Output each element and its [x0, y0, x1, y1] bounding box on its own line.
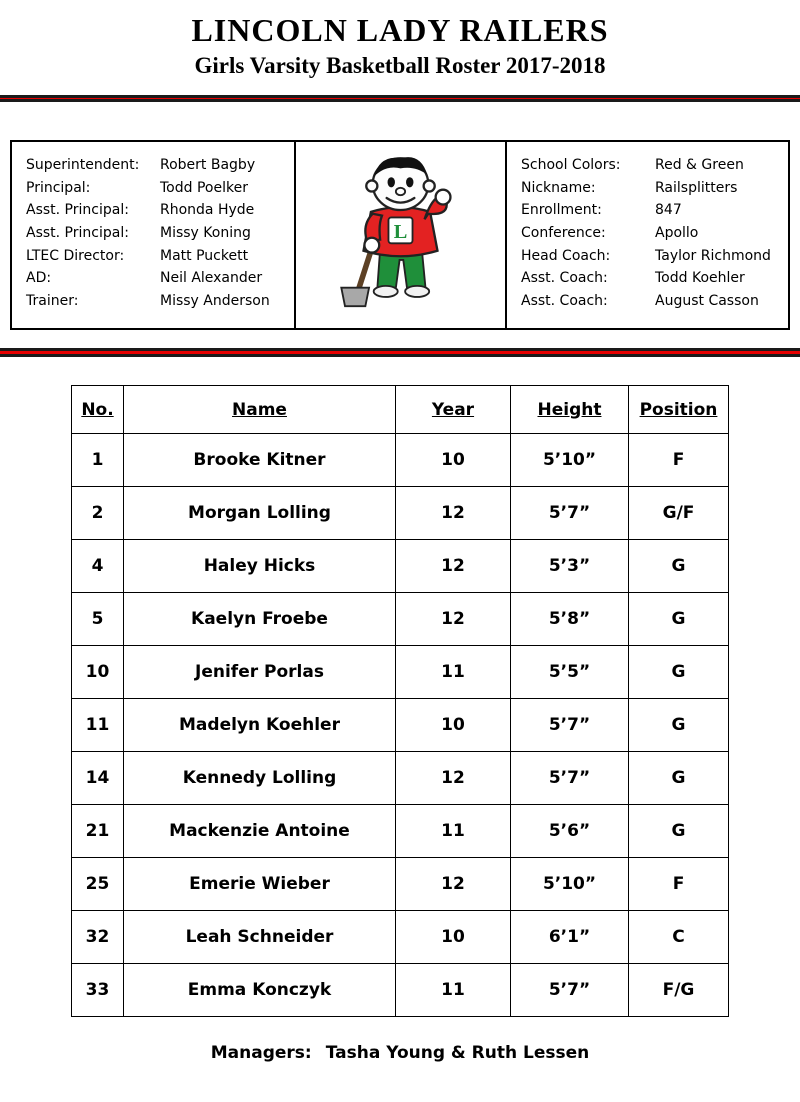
info-label: Asst. Principal:: [26, 202, 129, 219]
info-value: Neil Alexander: [160, 270, 263, 287]
roster-row: [72, 487, 729, 540]
roster-cell-no: 1: [72, 434, 124, 487]
roster-cell-year: 12: [396, 858, 511, 911]
roster-row: [72, 805, 729, 858]
roster-cell-name: Leah Schneider: [124, 911, 396, 964]
roster-cell-no: 32: [72, 911, 124, 964]
info-value: Red & Green: [655, 157, 744, 173]
info-row: [521, 200, 778, 222]
info-value: Apollo: [655, 225, 699, 242]
roster-cell-year: 11: [396, 646, 511, 699]
roster-cell-name: Emma Konczyk: [124, 964, 396, 1017]
roster-header-row: [72, 386, 729, 434]
info-value: Matt Puckett: [160, 247, 249, 264]
roster-cell-no: 11: [72, 699, 124, 752]
page-title: LINCOLN LADY RAILERS: [191, 12, 609, 48]
info-label: LTEC Director:: [26, 247, 125, 264]
info-row: [521, 223, 778, 245]
roster-cell-no: 33: [72, 964, 124, 1017]
info-row: [26, 200, 284, 222]
roster-cell-position: G: [629, 540, 729, 593]
roster-cell-position: G: [629, 752, 729, 805]
managers-line: [0, 1043, 800, 1063]
school-details-list: [507, 142, 788, 328]
column-header-year: Year: [396, 386, 511, 434]
info-row: [26, 178, 284, 200]
roster-cell-height: 5’10”: [511, 858, 629, 911]
roster-cell-name: Brooke Kitner: [124, 434, 396, 487]
info-label: School Colors:: [521, 157, 621, 173]
info-label: Nickname:: [521, 179, 596, 196]
roster-row: [72, 752, 729, 805]
info-row: [521, 178, 778, 200]
column-header-name: Name: [124, 386, 396, 434]
roster-cell-position: G: [629, 699, 729, 752]
info-row: [26, 291, 284, 313]
roster-cell-height: 5’7”: [511, 699, 629, 752]
roster-cell-position: G: [629, 805, 729, 858]
info-label: Conference:: [521, 225, 606, 242]
info-value: Robert Bagby: [160, 157, 256, 173]
managers-label: Managers:: [210, 1043, 312, 1063]
info-label: Superintendent:: [26, 157, 140, 173]
roster-cell-year: 12: [396, 593, 511, 646]
page-subtitle: Girls Varsity Basketball Roster 2017-2018: [194, 53, 606, 78]
roster-row: [72, 646, 729, 699]
roster-cell-name: Morgan Lolling: [124, 487, 396, 540]
roster-cell-height: 5’8”: [511, 593, 629, 646]
roster-cell-no: 4: [72, 540, 124, 593]
roster-cell-year: 11: [396, 964, 511, 1017]
school-info-box: [10, 140, 790, 330]
mascot-cell: [294, 142, 507, 328]
roster-row: [72, 964, 729, 1017]
roster-cell-no: 14: [72, 752, 124, 805]
roster-body: [72, 434, 729, 1017]
roster-row: [72, 911, 729, 964]
info-row: [26, 223, 284, 245]
roster-cell-height: 5’7”: [511, 964, 629, 1017]
roster-row: [72, 593, 729, 646]
info-value: August Casson: [655, 293, 759, 310]
red-separator-top: [0, 95, 800, 102]
roster-cell-position: F/G: [629, 964, 729, 1017]
roster-cell-no: 25: [72, 858, 124, 911]
roster-cell-no: 21: [72, 805, 124, 858]
roster-cell-year: 11: [396, 805, 511, 858]
info-value: Missy Anderson: [160, 293, 270, 310]
info-value: Rhonda Hyde: [160, 202, 255, 219]
roster-cell-height: 5’5”: [511, 646, 629, 699]
info-label: Principal:: [26, 179, 91, 196]
info-label: Enrollment:: [521, 202, 602, 219]
info-value: Missy Koning: [160, 225, 251, 242]
roster-cell-height: 5’3”: [511, 540, 629, 593]
roster-cell-name: Emerie Wieber: [124, 858, 396, 911]
roster-cell-position: F: [629, 434, 729, 487]
roster-table: [71, 385, 729, 1017]
roster-cell-position: C: [629, 911, 729, 964]
column-header-position: Position: [629, 386, 729, 434]
roster-cell-name: Mackenzie Antoine: [124, 805, 396, 858]
roster-cell-name: Haley Hicks: [124, 540, 396, 593]
roster-cell-name: Kennedy Lolling: [124, 752, 396, 805]
column-header-height: Height: [511, 386, 629, 434]
info-value: Taylor Richmond: [655, 247, 771, 264]
roster-cell-year: 10: [396, 434, 511, 487]
roster-document: [0, 12, 800, 1102]
roster-cell-no: 2: [72, 487, 124, 540]
info-row: [26, 246, 284, 268]
roster-row: [72, 858, 729, 911]
roster-cell-no: 5: [72, 593, 124, 646]
roster-cell-year: 12: [396, 487, 511, 540]
info-row: [26, 155, 284, 177]
roster-cell-name: Madelyn Koehler: [124, 699, 396, 752]
roster-cell-height: 5’10”: [511, 434, 629, 487]
info-value: Todd Koehler: [655, 270, 745, 287]
info-value: 847: [655, 202, 682, 219]
roster-cell-height: 5’7”: [511, 487, 629, 540]
info-label: Asst. Coach:: [521, 270, 608, 287]
roster-cell-height: 5’6”: [511, 805, 629, 858]
info-row: [521, 268, 778, 290]
roster-cell-height: 6’1”: [511, 911, 629, 964]
info-row: [521, 291, 778, 313]
info-row: [521, 246, 778, 268]
railsplitter-mascot-image: [308, 146, 493, 324]
roster-cell-position: G: [629, 593, 729, 646]
roster-cell-year: 10: [396, 699, 511, 752]
info-label: Asst. Principal:: [26, 225, 129, 242]
roster-cell-year: 12: [396, 752, 511, 805]
roster-cell-no: 10: [72, 646, 124, 699]
roster-cell-position: G/F: [629, 487, 729, 540]
info-label: Asst. Coach:: [521, 293, 608, 310]
roster-cell-year: 12: [396, 540, 511, 593]
info-value: Railsplitters: [655, 179, 738, 196]
column-header-no: No.: [72, 386, 124, 434]
roster-cell-name: Kaelyn Froebe: [124, 593, 396, 646]
info-label: AD:: [26, 270, 52, 287]
info-row: [521, 155, 778, 177]
managers-names: Tasha Young & Ruth Lessen: [325, 1043, 590, 1063]
staff-info-list: [12, 142, 294, 328]
roster-cell-year: 10: [396, 911, 511, 964]
roster-row: [72, 434, 729, 487]
info-value: Todd Poelker: [160, 179, 248, 196]
info-row: [26, 268, 284, 290]
roster-cell-position: G: [629, 646, 729, 699]
mascot-letter: L: [393, 220, 408, 243]
roster-cell-position: F: [629, 858, 729, 911]
roster-row: [72, 699, 729, 752]
info-label: Head Coach:: [521, 247, 611, 264]
roster-row: [72, 540, 729, 593]
info-label: Trainer:: [26, 293, 79, 310]
red-separator-bottom: [0, 348, 800, 357]
roster-cell-height: 5’7”: [511, 752, 629, 805]
roster-cell-name: Jenifer Porlas: [124, 646, 396, 699]
